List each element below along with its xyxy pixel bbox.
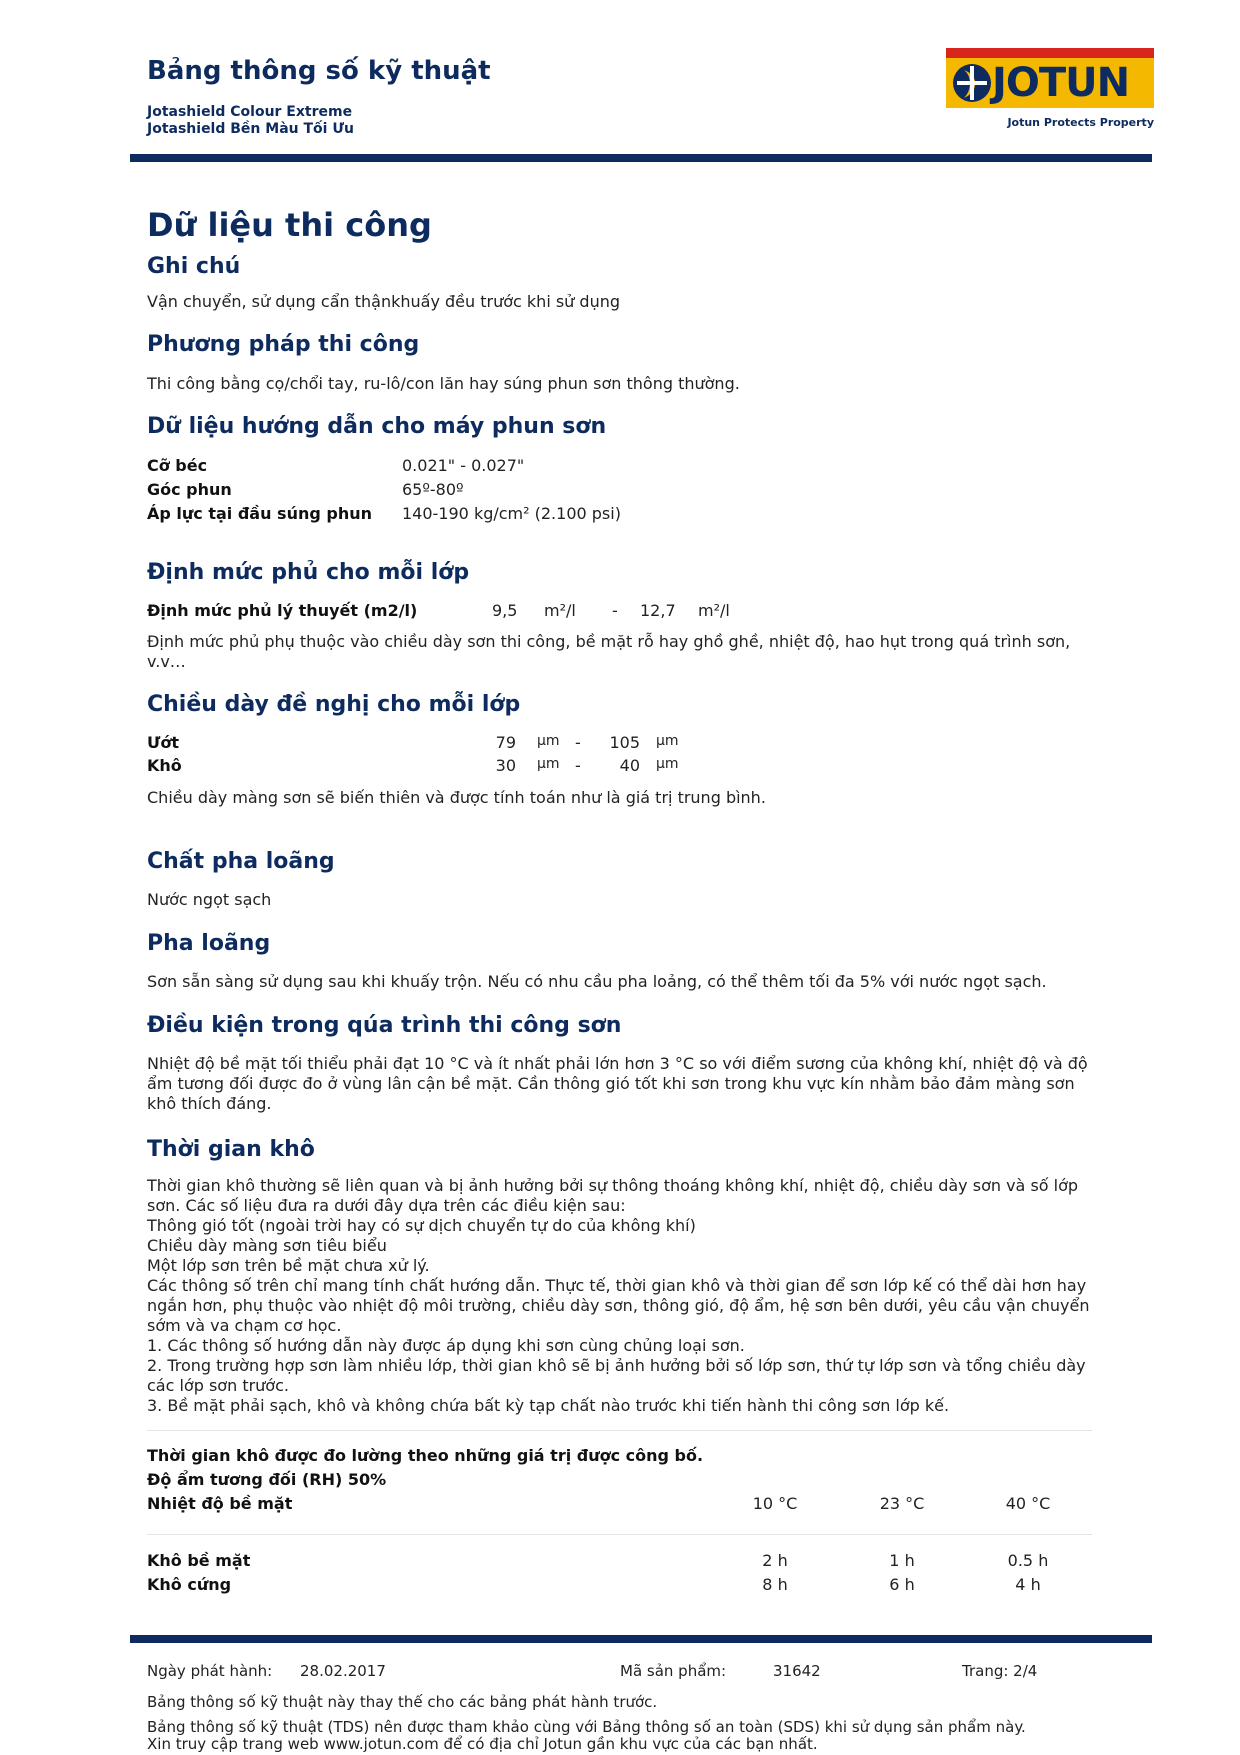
drying-line: 1. Các thông số hướng dẫn này được áp dụng khi sơn cùng chủng loại sơn. [147,1336,745,1355]
drying-cell: 6 h [889,1575,915,1594]
drying-line: Chiều dày màng sơn tiêu biểu [147,1236,387,1255]
thickness-dry-min-unit: µm [537,756,560,772]
issue-date: 28.02.2017 [300,1662,386,1680]
footer-note-2: Bảng thông số kỹ thuật (TDS) nên được tham khảo cùng với Bảng thông số an toàn (SDS) khi sử dụng sản phẩm này. [147,1718,1026,1736]
drying-temp-label: Nhiệt độ bề mặt [147,1494,293,1513]
drying-cell: 1 h [889,1551,915,1570]
coverage-min-unit: m²/l [544,601,576,620]
thickness-dry-max: 40 [619,756,640,775]
spray-label-pressure: Áp lực tại đầu súng phun [147,504,372,523]
product-code-label: Mã sản phẩm: [620,1662,727,1680]
temp-header-23: 23 °C [879,1494,925,1513]
thinner-heading: Chất pha loãng [147,849,335,874]
thickness-dry-min: 30 [495,756,516,775]
method-text: Thi công bằng cọ/chổi tay, ru-lô/con lăn hay súng phun sơn thông thường. [147,374,740,393]
drying-line: 3. Bề mặt phải sạch, khô và không chứa bất kỳ tạp chất nào trước khi tiến hành thi công sơn lớp kế. [147,1396,950,1415]
thickness-dry-dash: - [575,756,581,775]
thickness-wet-min: 79 [495,733,516,752]
logo-wordmark: JOTUN [992,60,1130,106]
drying-cell: 4 h [1015,1575,1041,1594]
jotun-logo [946,48,1154,134]
coverage-label: Định mức phủ lý thuyết (m2/l) [147,601,418,620]
product-code: 31642 [773,1662,821,1680]
spray-value-pressure: 140-190 kg/cm² (2.100 psi) [402,504,621,523]
spray-value-angle: 65º-80º [402,480,464,499]
thinner-text: Nước ngọt sạch [147,890,272,909]
drying-line: Một lớp sơn trên bề mặt chưa xử lý. [147,1256,430,1275]
thickness-wet-min-unit: µm [537,733,560,749]
drying-cell: 8 h [762,1575,788,1594]
notes-text: Vận chuyển, sử dụng cẩn thậnkhuấy đều trước khi sử dụng [147,292,620,311]
thickness-wet-max: 105 [609,733,640,752]
globe-emblem-icon [952,62,992,104]
footer-note-3: Xin truy cập trang web www.jotun.com để có địa chỉ Jotun gần khu vực của các bạn nhất. [147,1735,818,1753]
coverage-note: Định mức phủ phụ thuộc vào chiều dày sơn thi công, bề mặt rỗ hay ghồ ghề, nhiệt độ, hao hụt trong quá trình sơn, v.v… [147,632,1071,671]
temp-header-40: 40 °C [1005,1494,1051,1513]
drying-table-title: Thời gian khô được đo lường theo những giá trị được công bố. [147,1446,704,1465]
conditions-heading: Điều kiện trong qúa trình thi công sơn [147,1013,622,1038]
notes-heading: Ghi chú [147,254,241,279]
drying-cell: 2 h [762,1551,788,1570]
footer-rule [130,1635,1152,1643]
temp-header-10: 10 °C [752,1494,798,1513]
thickness-dry-max-unit: µm [656,756,679,772]
thickness-note: Chiều dày màng sơn sẽ biến thiên và được tính toán như là giá trị trung bình. [147,788,766,807]
thinning-heading: Pha loãng [147,931,271,956]
coverage-heading: Định mức phủ cho mỗi lớp [147,560,470,585]
product-name-vi: Jotashield Bền Màu Tối Ưu [147,121,354,137]
issue-date-label: Ngày phát hành: [147,1662,273,1680]
thickness-wet-dash: - [575,733,581,752]
footer-note-1: Bảng thông số kỹ thuật này thay thế cho các bảng phát hành trước. [147,1693,658,1711]
drying-line: Thông gió tốt (ngoài trời hay có sự dịch chuyển tự do của không khí) [147,1216,696,1235]
thickness-wet-max-unit: µm [656,733,679,749]
drying-table-divider [147,1534,1092,1535]
logo-tagline: Jotun Protects Property [1007,116,1154,129]
spray-heading: Dữ liệu hướng dẫn cho máy phun sơn [147,414,607,439]
coverage-min: 9,5 [492,601,518,620]
document-title: Bảng thông số kỹ thuật [147,56,491,86]
drying-row-label: Khô bề mặt [147,1551,251,1570]
drying-row-label: Khô cứng [147,1575,232,1594]
thinning-text: Sơn sẵn sàng sử dụng sau khi khuấy trộn. Nếu có nhu cầu pha loảng, có thể thêm tối đa 5% với nước ngọt sạch. [147,972,1047,991]
drying-heading: Thời gian khô [147,1137,315,1162]
coverage-max-unit: m²/l [698,601,730,620]
thickness-label-wet: Ướt [147,733,180,752]
spray-label-tip: Cỡ béc [147,456,208,475]
drying-humidity: Độ ẩm tương đối (RH) 50% [147,1470,387,1489]
header-rule [130,154,1152,162]
drying-cell: 0.5 h [1007,1551,1049,1570]
drying-line: 2. Trong trường hợp sơn làm nhiều lớp, thời gian khô sẽ bị ảnh hưởng bởi số lớp sơn, thứ tự lớp sơn và tổng chiều dày các lớp sơn trước. [147,1356,1086,1395]
spray-label-angle: Góc phun [147,480,232,499]
product-name-en: Jotashield Colour Extreme [147,104,353,120]
thickness-label-dry: Khô [147,756,182,775]
drying-line: Thời gian khô thường sẽ liên quan và bị ảnh hưởng bởi sự thông thoáng không khí, nhiệt độ, chiều dày sơn và số lớp sơn. Các số liệu đưa ra dưới đây dựa trên các điều kiện sau: [147,1176,1079,1215]
method-heading: Phương pháp thi công [147,332,420,357]
conditions-text: Nhiệt độ bề mặt tối thiểu phải đạt 10 °C và ít nhất phải lớn hơn 3 °C so với điểm sương của không khí, nhiệt độ và độ ẩm tương đối được đo ở vùng lân cận bề mặt. Cần thông gió tốt khi sơn trong khu vực kín nhằm bảo đảm màng sơn khô thích đáng. [147,1054,1088,1113]
spray-value-tip: 0.021" - 0.027" [402,456,525,475]
drying-table-divider [147,1430,1092,1431]
page-number: Trang: 2/4 [962,1662,1038,1680]
thickness-heading: Chiều dày đề nghị cho mỗi lớp [147,692,521,717]
section-title: Dữ liệu thi công [147,206,432,244]
coverage-max: 12,7 [640,601,676,620]
coverage-dash: - [612,601,618,620]
drying-line: Các thông số trên chỉ mang tính chất hướng dẫn. Thực tế, thời gian khô và thời gian để sơn lớp kế có thể dài hơn hay ngắn hơn, phụ thuộc vào nhiệt độ môi trường, chiều dày sơn, thông gió, độ ẩm, hệ sơn bên dưới, yêu cầu vận chuyển sớm và va chạm cơ học. [147,1276,1090,1335]
drying-text [147,1176,1092,1416]
